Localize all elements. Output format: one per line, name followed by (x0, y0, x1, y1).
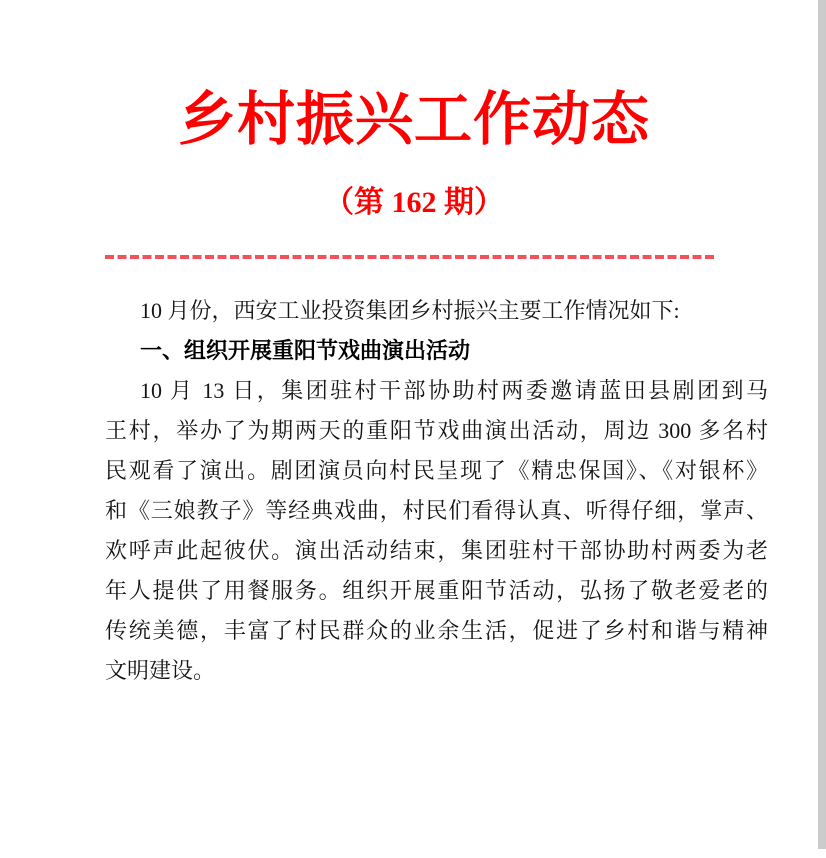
body-line: 10 月 13 日，集团驻村干部协助村两委邀请蓝田县剧团到马 (140, 378, 768, 403)
body-line: 年人提供了用餐服务。组织开展重阳节活动，弘扬了敬老爱老的 (105, 578, 768, 603)
document-body (105, 291, 768, 691)
body-line: 王村，举办了为期两天的重阳节戏曲演出活动，周边 300 多名村 (105, 418, 768, 443)
body-line: 民观看了演出。剧团演员向村民呈现了《精忠保国》、《对银杯》 (105, 458, 768, 483)
body-line: 和《三娘教子》等经典戏曲，村民们看得认真、听得仔细，掌声、 (105, 498, 768, 523)
body-line: 欢呼声此起彼伏。演出活动结束，集团驻村干部协助村两委为老 (105, 538, 768, 563)
issue-number: （第 162 期） (324, 186, 504, 219)
red-dashed-divider (105, 255, 714, 259)
body-line: 文明建设。 (105, 658, 216, 683)
vertical-scrollbar[interactable] (818, 0, 826, 849)
intro-line: 10 月份，西安工业投资集团乡村振兴主要工作情况如下: (140, 298, 680, 323)
body-line: 传统美德，丰富了村民群众的业余生活，促进了乡村和谐与精神 (105, 618, 768, 643)
page-title: 乡村振兴工作动态 (177, 87, 650, 152)
section-heading: 一、组织开展重阳节戏曲演出活动 (140, 338, 471, 363)
